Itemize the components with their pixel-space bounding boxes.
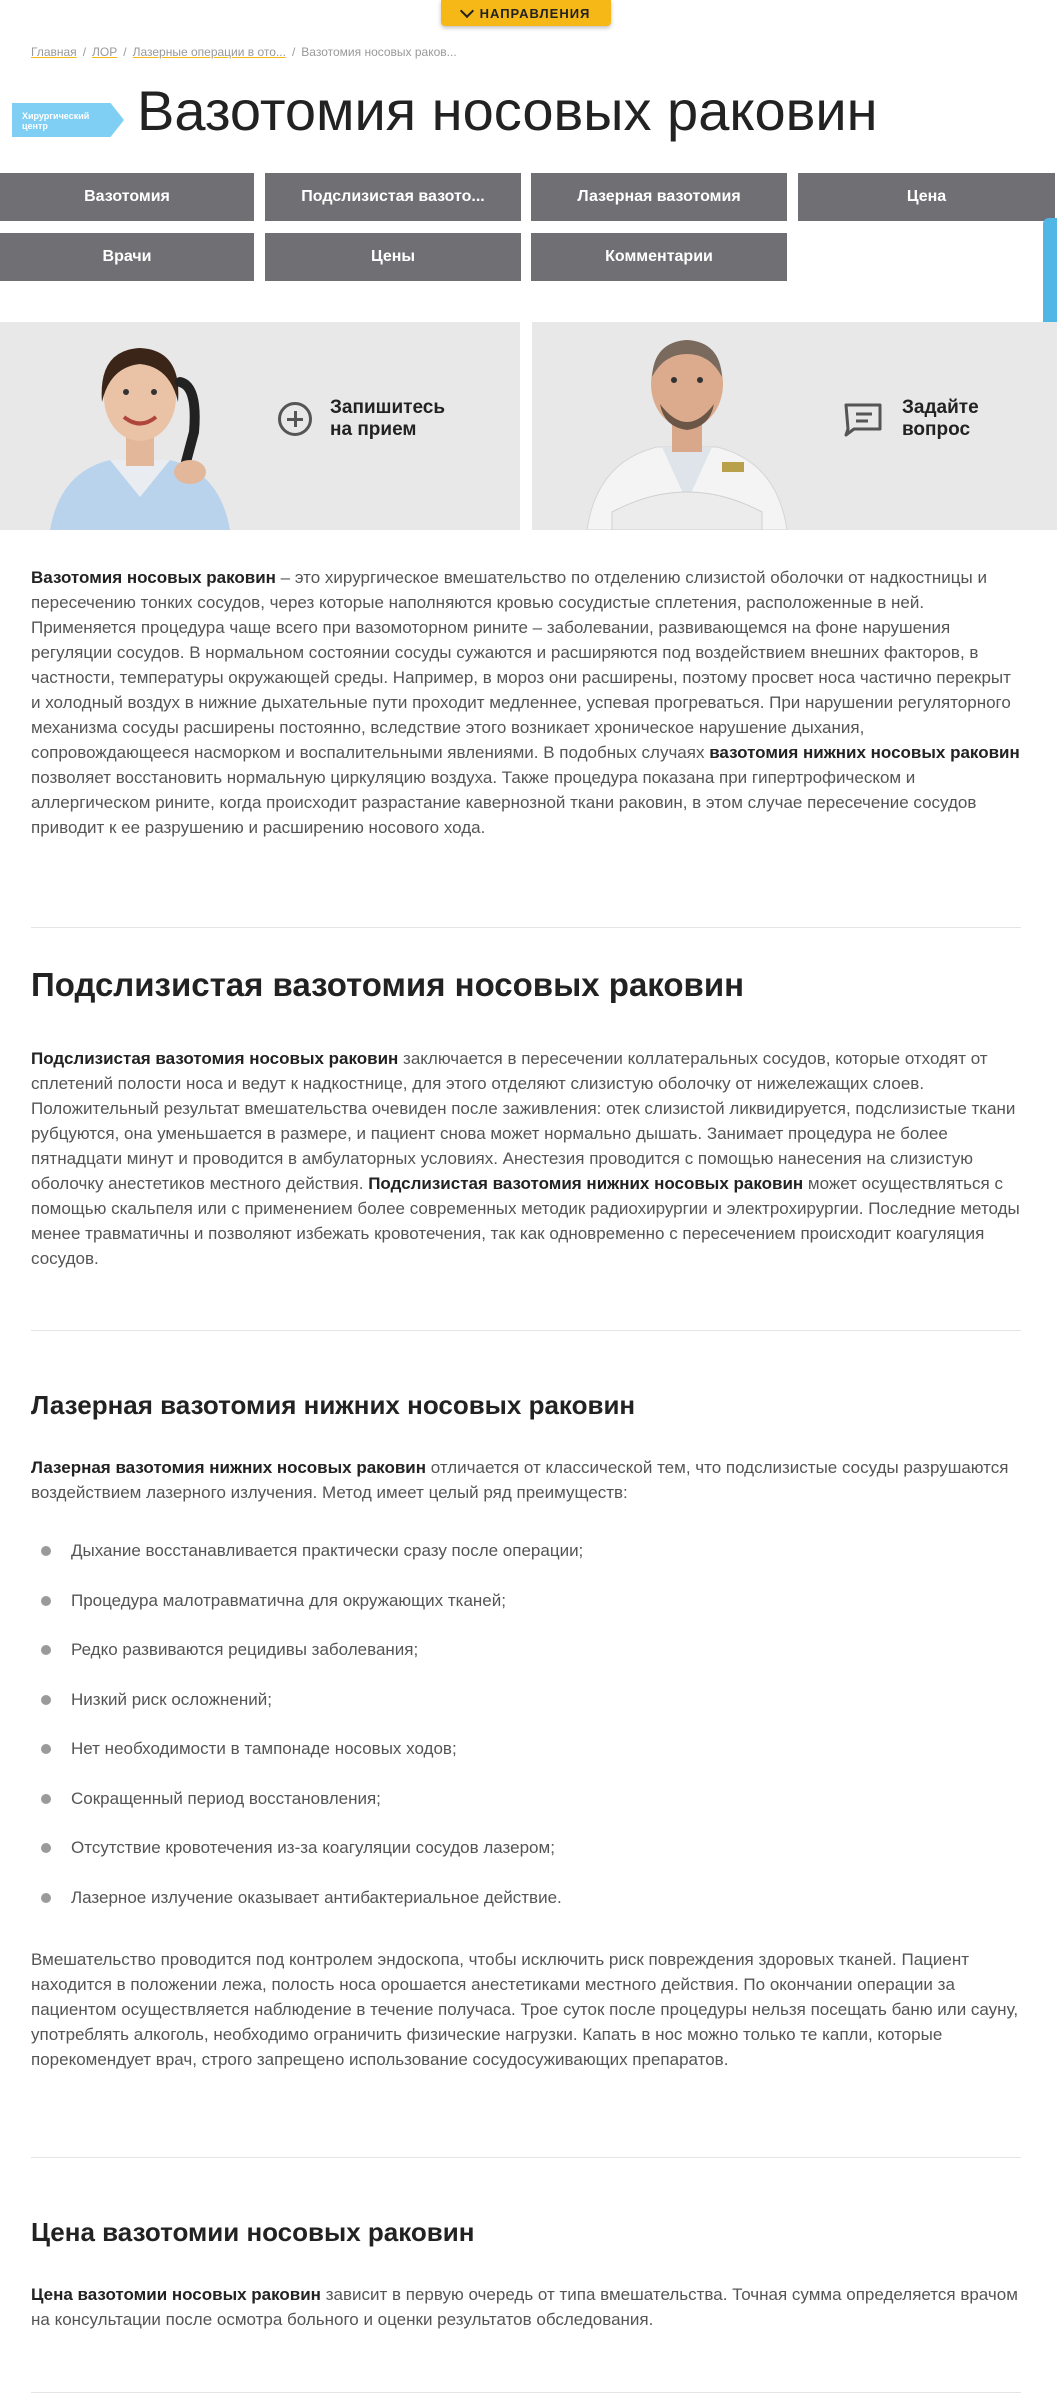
section-divider	[31, 927, 1021, 928]
laser-text-1: отличается от классической тем, что подслизистые сосуды разрушаются воздействием лазерного излучения. Метод имеет целый ряд преимуществ:	[31, 1458, 1009, 1502]
appointment-label-line1: Запишитесь	[330, 397, 446, 418]
plus-circle-icon	[278, 402, 312, 436]
bullet-icon	[41, 1695, 51, 1705]
laser-intro	[31, 1455, 1021, 1505]
list-item	[41, 1640, 418, 1660]
submucosal-text-1: заключается в пересечении коллатеральных сосудов, которые отходят от сплетений полости носа и ведут к надкостнице, для этого отделяют слизистую оболочку от нижележащих слоев. Положительный результат вмешательства очевиден после заживления: отек слизистой ликвидируется, подслизистые ткани рубцуются, она уменьшается в размере, и пациент снова может нормально дышать. Занимает процедура не более пятнадцати минут и проводится в амбулаторных условиях. Анестезия проводится с помощью нанесения на слизистую оболочку анестетиков местного действия.	[31, 1049, 1016, 1193]
section-divider	[31, 2157, 1021, 2158]
breadcrumb-current: Вазотомия носовых раков...	[301, 45, 457, 59]
list-item-text: Сокращенный период восстановления;	[71, 1789, 381, 1808]
list-item	[41, 1789, 381, 1809]
breadcrumb-separator: /	[82, 45, 87, 59]
list-item-text: Лазерное излучение оказывает антибактериальное действие.	[71, 1888, 562, 1907]
laser-followup	[31, 1947, 1021, 2072]
intro-section	[31, 565, 1021, 840]
tab-price[interactable]: Цена	[798, 173, 1055, 221]
intro-bold-2: вазотомия нижних носовых раковин	[709, 743, 1020, 762]
intro-paragraph	[31, 565, 1021, 840]
directions-button-label: НАПРАВЛЕНИЯ	[479, 5, 591, 21]
question-label-line1: Задайте	[902, 397, 979, 418]
breadcrumb-lor[interactable]: ЛОР	[92, 45, 118, 59]
list-item	[41, 1541, 583, 1561]
bullet-icon	[41, 1843, 51, 1853]
laser-followup-paragraph: Вмешательство проводится под контролем эндоскопа, чтобы исключить риск повреждения здоровых тканей. Пациент находится в положении лежа, полость носа орошается анестетиками местного действия. По окончании операции за пациентом осуществляется наблюдение в течение получаса. Трое суток после процедуры нельзя посещать баню или сауну, употреблять алкоголь, необходимо ограничить физические нагрузки. Капать в нос можно только те капли, которые порекомендует врач, строго запрещено использование сосудосуживающих препаратов.	[31, 1950, 1019, 2069]
question-label	[902, 397, 979, 441]
bullet-icon	[41, 1645, 51, 1655]
badge-label: Хирургический центр	[22, 111, 90, 131]
page-title: Вазотомия носовых раковин	[137, 79, 878, 142]
question-banner[interactable]	[532, 322, 1057, 530]
price-bold-1: Цена вазотомии носовых раковин	[31, 2285, 321, 2304]
tab-vasotomy[interactable]: Вазотомия	[0, 173, 254, 221]
message-icon	[840, 401, 884, 437]
laser-paragraph	[31, 1455, 1021, 1505]
list-item-text: Редко развиваются рецидивы заболевания;	[71, 1640, 419, 1659]
surgical-center-badge[interactable]	[12, 103, 124, 137]
section-divider	[31, 1330, 1021, 1331]
list-item	[41, 1591, 506, 1611]
price-section	[31, 2282, 1021, 2332]
list-item-text: Дыхание восстанавливается практически сразу после операции;	[71, 1541, 584, 1560]
bullet-icon	[41, 1794, 51, 1804]
chevron-down-icon	[460, 3, 474, 17]
section-title-laser: Лазерная вазотомия нижних носовых раковин	[31, 1390, 636, 1420]
tab-comments[interactable]: Комментарии	[531, 233, 787, 281]
tab-laser[interactable]: Лазерная вазотомия	[531, 173, 787, 221]
list-item-text: Отсутствие кровотечения из-за коагуляции сосудов лазером;	[71, 1838, 555, 1857]
list-item-text: Процедура малотравматична для окружающих тканей;	[71, 1591, 506, 1610]
question-label-line2: вопрос	[902, 419, 971, 440]
bullet-icon	[41, 1546, 51, 1556]
section-title-price: Цена вазотомии носовых раковин	[31, 2217, 475, 2247]
submucosal-paragraph	[31, 1046, 1021, 1271]
section-divider	[31, 2392, 1021, 2393]
intro-text-2: позволяет восстановить нормальную циркуляцию воздуха. Также процедура показана при гипертрофическом и аллергическом рините, когда происходит разрастание кавернозной ткани раковин, в этом случае пересечение сосудов приводит к ее разрушению и расширению носового хода.	[31, 768, 977, 837]
breadcrumb	[31, 45, 457, 59]
list-item	[41, 1888, 562, 1908]
bullet-icon	[41, 1596, 51, 1606]
list-item	[41, 1838, 555, 1858]
submucosal-text-2: может осуществляться с помощью скальпеля или с применением более современных методик радиохирургии и электрохирургии. Последние методы менее травматичны и позволяют избежать кровотечения, так как одновременно с пересечением происходит коагуляция сосудов.	[31, 1174, 1020, 1268]
intro-text-1: – это хирургическое вмешательство по отделению слизистой оболочки от надкостницы и пересечению тонких сосудов, через которые наполняются кровью сосудистые сплетения, расположенные в ней. Применяется процедура чаще всего при вазомоторном рините – заболевании, развивающемся на фоне нарушения регуляции сосудов. В нормальном состоянии сосуды сужаются и расширяются под воздействием внешних факторов, в частности, температуры окружающей среды. Например, в мороз они расширены, поэтому просвет носа частично перекрыт и холодный воздух в нижние дыхательные пути проходит медленнее, успевая прогреваться. При нарушении регуляторного механизма сосуды расширены постоянно, вследствие этого возникает хроническое нарушение дыхания, сопровождающееся насморком и воспалительными явлениями. В подобных случаях	[31, 568, 1011, 762]
submucosal-bold-1: Подслизистая вазотомия носовых раковин	[31, 1049, 399, 1068]
price-paragraph	[31, 2282, 1021, 2332]
appointment-label-line2: на прием	[330, 419, 417, 440]
bullet-icon	[41, 1893, 51, 1903]
list-item-text: Нет необходимости в тампонаде носовых ходов;	[71, 1739, 457, 1758]
bullet-icon	[41, 1744, 51, 1754]
appointment-label	[330, 397, 445, 441]
directions-button[interactable]	[441, 0, 611, 26]
breadcrumb-separator: /	[123, 45, 127, 59]
breadcrumb-home[interactable]: Главная	[31, 45, 77, 59]
submucosal-bold-2: Подслизистая вазотомия нижних носовых раковин	[368, 1174, 804, 1193]
laser-bold-1: Лазерная вазотомия нижних носовых раковин	[31, 1458, 427, 1477]
intro-bold-1: Вазотомия носовых раковин	[31, 568, 276, 587]
tab-submucosal[interactable]: Подслизистая вазото...	[265, 173, 521, 221]
list-item	[41, 1739, 457, 1759]
breadcrumb-separator: /	[291, 45, 296, 59]
section-title-submucosal: Подслизистая вазотомия носовых раковин	[31, 966, 745, 1003]
doctor-photo	[582, 322, 792, 530]
receptionist-photo	[40, 322, 240, 530]
breadcrumb-laser[interactable]: Лазерные операции в ото...	[132, 45, 286, 59]
submucosal-section	[31, 1046, 1021, 1271]
appointment-banner[interactable]	[0, 322, 520, 530]
tab-doctors[interactable]: Врачи	[0, 233, 254, 281]
price-text-1: зависит в первую очередь от типа вмешательства. Точная сумма определяется врачом на консультации после осмотра больного и оценки результатов обследования.	[31, 2285, 1018, 2329]
tab-prices[interactable]: Цены	[265, 233, 521, 281]
list-item	[41, 1690, 272, 1710]
list-item-text: Низкий риск осложнений;	[71, 1690, 272, 1709]
